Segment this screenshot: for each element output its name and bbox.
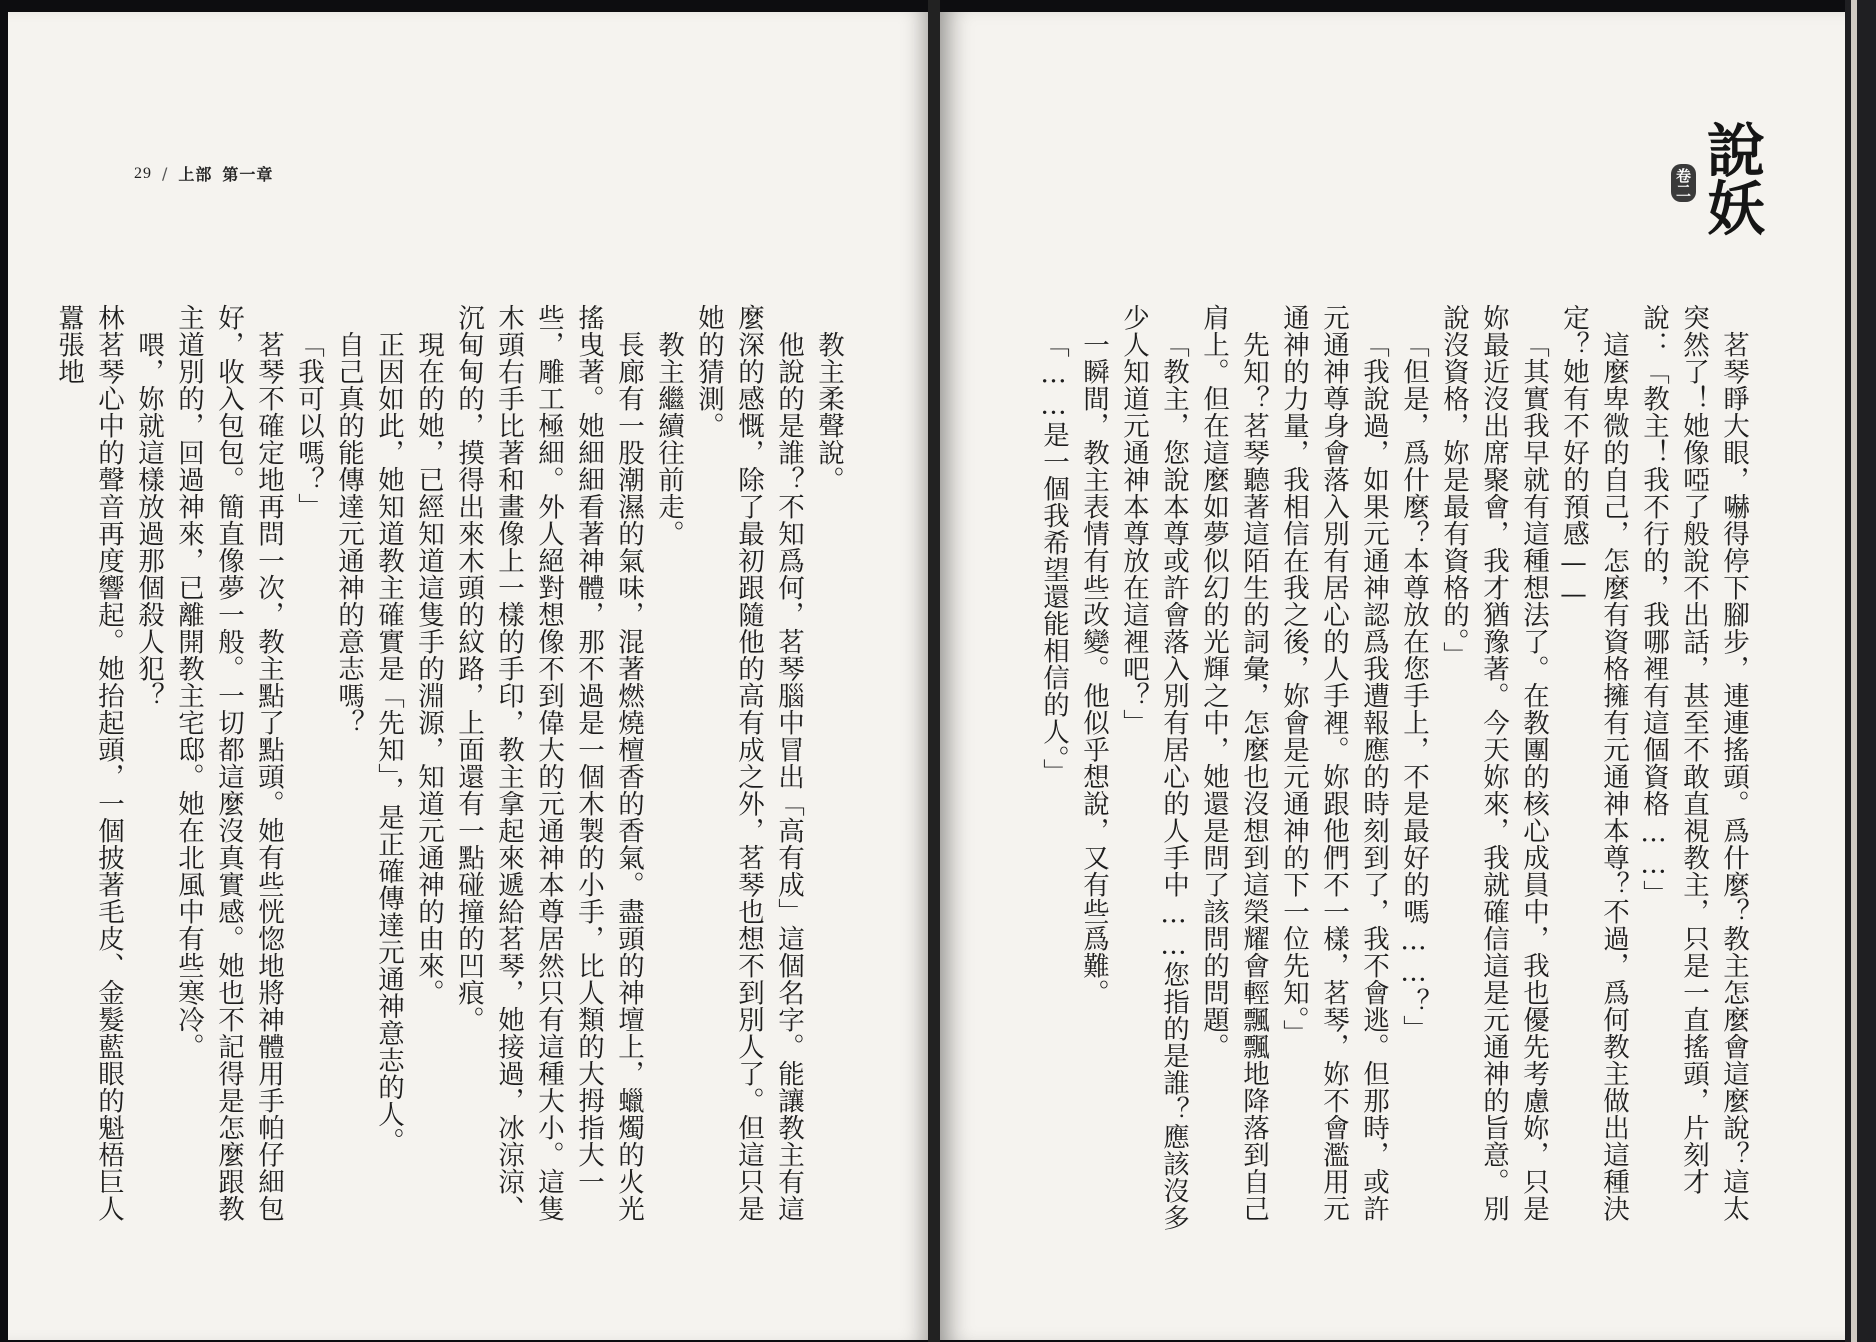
paragraph: 先知？茗琴聽著這陌生的詞彙，怎麼也沒想到這榮耀會輕飄飄地降落到自己肩上。但在這麼如夢似幻的光輝之中，她還是問了該問的問題。 [1198, 304, 1269, 1222]
paragraph: 「但是，爲什麼？本尊放在您手上，不是最好的嗎……？」 [1398, 330, 1429, 1042]
paragraph: 「我可以嗎？」 [293, 330, 324, 520]
paragraph: 「我說過，如果元通神認爲我遭報應的時刻到了，我不會逃。但那時，或許元通神尊身會落入別有居心的人手裡。妳跟他們不一樣，茗琴，妳不會濫用元通神的力量，我相信在我之後，妳會是元通神的下一位先知。」 [1278, 304, 1389, 1222]
book-gutter [928, 0, 940, 1342]
right-page [940, 12, 1845, 1340]
series-logo [1645, 120, 1785, 240]
paragraph: 一瞬間，教主表情有些改變。他似乎想說，又有些爲難。 [1078, 330, 1109, 1006]
page-number: 29 [134, 164, 152, 182]
paragraph: 長廊有一股潮濕的氣味，混著燃燒檀香的香氣。盡頭的神壇上，蠟燭的火光搖曳著。她細細看著神體，那不過是一個木製的小手，比人類的大拇指大一些，雕工極細。外人絕對想像不到偉大的元通神本尊居然只有這種大小。這隻木頭右手比著和畫像上一樣的手印，教主拿起來遞給茗琴，她接過，冰涼涼、沉甸甸的，摸得出來木頭的紋路，上面還有一點碰撞的凹痕。 [453, 304, 644, 1222]
paragraph: 自己真的能傳達元通神的意志嗎？ [333, 330, 364, 736]
paragraph: 教主柔聲說。 [813, 330, 844, 493]
logo-title: 說妖 [1697, 120, 1765, 236]
header-separator: / [162, 164, 169, 183]
paragraph: 正因如此，她知道教主確實是「先知」，是正確傳達元通神意志的人。 [373, 330, 404, 1155]
paragraph: 茗琴不確定地再問一次，教主點了點頭。她有些恍惚地將神體用手帕仔細包好，收入包包。簡直像夢一般。一切都這麼沒真實感。她也不記得是怎麼跟教主道別的，回過神來，已離開教主宅邸。她在北風中有些寒冷。 [173, 304, 284, 1222]
paragraph: 這麼卑微的自己，怎麼有資格擁有元通神本尊？不過，爲何教主做出這種決定？她有不好的預感—— [1558, 304, 1629, 1222]
paragraph: 林茗琴心中的聲音再度響起。她抬起頭，一個披著毛皮、金髮藍眼的魁梧巨人囂張地 [53, 304, 124, 1222]
paragraph: 現在的她，已經知道這隻手的淵源，知道元通神的由來。 [413, 330, 444, 1006]
paragraph: 「其實我早就有這種想法了。在教團的核心成員中，我也優先考慮妳，只是妳最近沒出席聚會，我才猶豫著。今天妳來，我就確信這是元通神的旨意。別說沒資格，妳是最有資格的。」 [1438, 304, 1549, 1222]
paragraph: 「……是一個我希望還能相信的人。」 [1038, 330, 1069, 786]
paragraph: 他說的是誰？不知爲何，茗琴腦中冒出「高有成」這個名字。能讓教主有這麼深的感慨，除了最初跟隨他的高有成之外，茗琴也想不到別人了。但這只是她的猜測。 [693, 304, 804, 1222]
paragraph: 喂，妳就這樣放過那個殺人犯？ [133, 330, 164, 709]
page-edge [1845, 0, 1876, 1342]
left-page-text [48, 304, 848, 1244]
running-header [134, 162, 273, 185]
paragraph: 「教主，您說本尊或許會落入別有居心的人手中……您指的是誰？應該沒多少人知道元通神本尊放在這裡吧？」 [1118, 304, 1189, 1231]
paragraph: 茗琴睜大眼，嚇得停下腳步，連連搖頭。爲什麼？教主怎麼會這麼說？這太突然了！她像啞了般說不出話，甚至不敢直視教主，只是一直搖頭，片刻才說：「教主！我不行的，我哪裡有這個資格……」 [1638, 304, 1749, 1222]
header-chapter: 第一章 [222, 165, 274, 184]
header-part: 上部 [178, 165, 213, 184]
paragraph: 教主繼續往前走。 [653, 330, 684, 547]
right-page-text [1033, 304, 1753, 1244]
volume-badge: 卷二 [1671, 164, 1696, 202]
left-page [8, 12, 928, 1340]
